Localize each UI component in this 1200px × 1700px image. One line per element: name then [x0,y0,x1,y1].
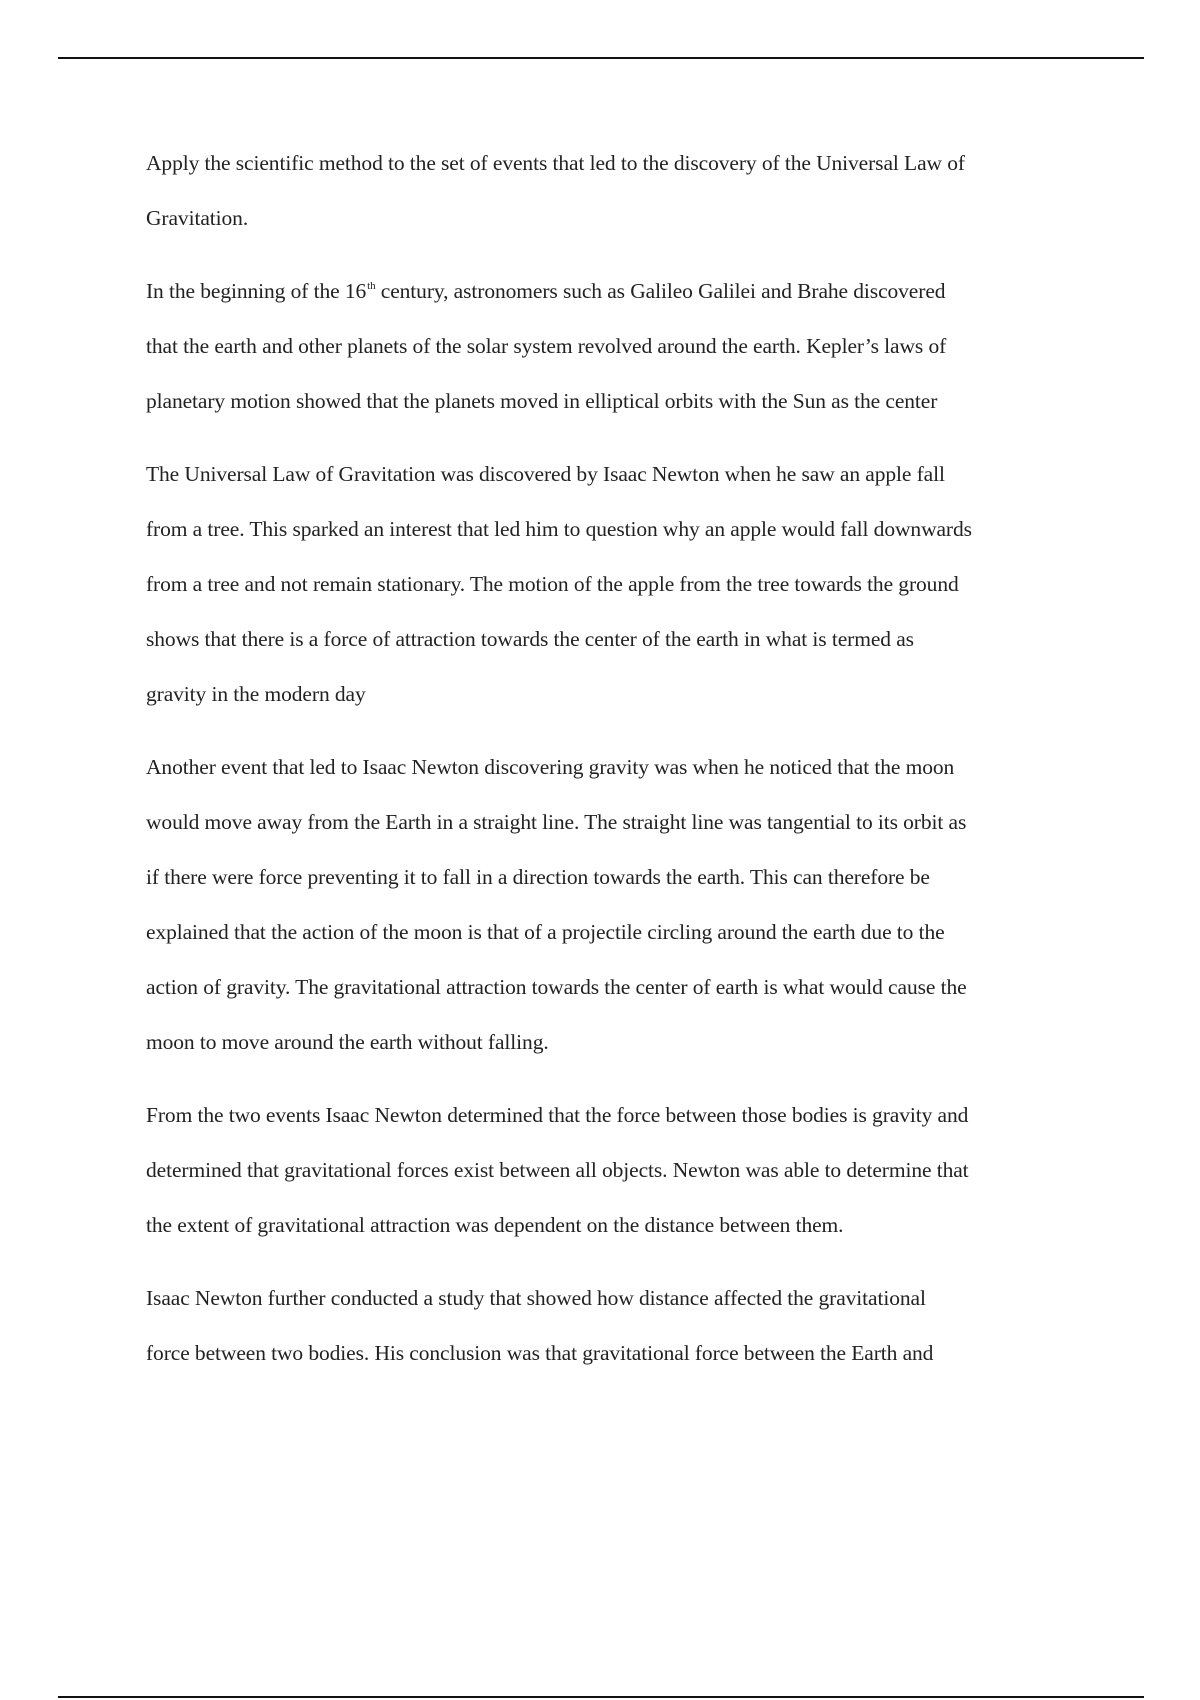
text-line: that the earth and other planets of the solar system revolved around the earth. Kepler’s laws of [146,334,947,358]
footer-rule [58,1696,1144,1698]
text-line: The Universal Law of Gravitation was discovered by Isaac Newton when he saw an apple fall [146,462,945,486]
text-line: shows that there is a force of attraction towards the center of the earth in what is termed as [146,627,914,651]
text-fragment: In the beginning of the 16 [146,279,367,303]
text-line: determined that gravitational forces exist between all objects. Newton was able to determine that [146,1158,969,1182]
text-line: from a tree. This sparked an interest that led him to question why an apple would fall downwards [146,517,972,541]
header-rule [58,57,1144,59]
paragraph-background [146,264,1096,429]
text-fragment: century, astronomers such as Galileo Galilei and Brahe discovered [375,279,946,303]
text-line: from a tree and not remain stationary. The motion of the apple from the tree towards the ground [146,572,959,596]
text-line: planetary motion showed that the planets moved in elliptical orbits with the Sun as the center [146,389,938,413]
paragraph-conclusion [146,1088,1096,1253]
text-line: gravity in the modern day [146,682,366,706]
text-line: Gravitation. [146,206,249,230]
text-line: force between two bodies. His conclusion was that gravitational force between the Earth and [146,1341,934,1365]
text-line: From the two events Isaac Newton determined that the force between those bodies is gravity and [146,1103,969,1127]
text-line [146,264,1096,319]
text-line: Another event that led to Isaac Newton discovering gravity was when he noticed that the moon [146,755,955,779]
text-line: Apply the scientific method to the set of events that led to the discovery of the Universal Law of [146,151,965,175]
text-line: the extent of gravitational attraction was dependent on the distance between them. [146,1213,844,1237]
document-body [146,136,1096,1399]
text-line: Isaac Newton further conducted a study that showed how distance affected the gravitational [146,1286,926,1310]
ordinal-superscript: th [367,280,376,292]
question-paragraph [146,136,1096,246]
paragraph-distance-study [146,1271,1096,1381]
text-line: would move away from the Earth in a straight line. The straight line was tangential to its orbit as [146,810,967,834]
text-line: moon to move around the earth without falling. [146,1030,549,1054]
paragraph-moon [146,740,1096,1070]
paragraph-apple [146,447,1096,722]
text-line: explained that the action of the moon is that of a projectile circling around the earth due to the [146,920,945,944]
text-line: if there were force preventing it to fall in a direction towards the earth. This can therefore be [146,865,930,889]
text-line: action of gravity. The gravitational attraction towards the center of earth is what would cause the [146,975,967,999]
